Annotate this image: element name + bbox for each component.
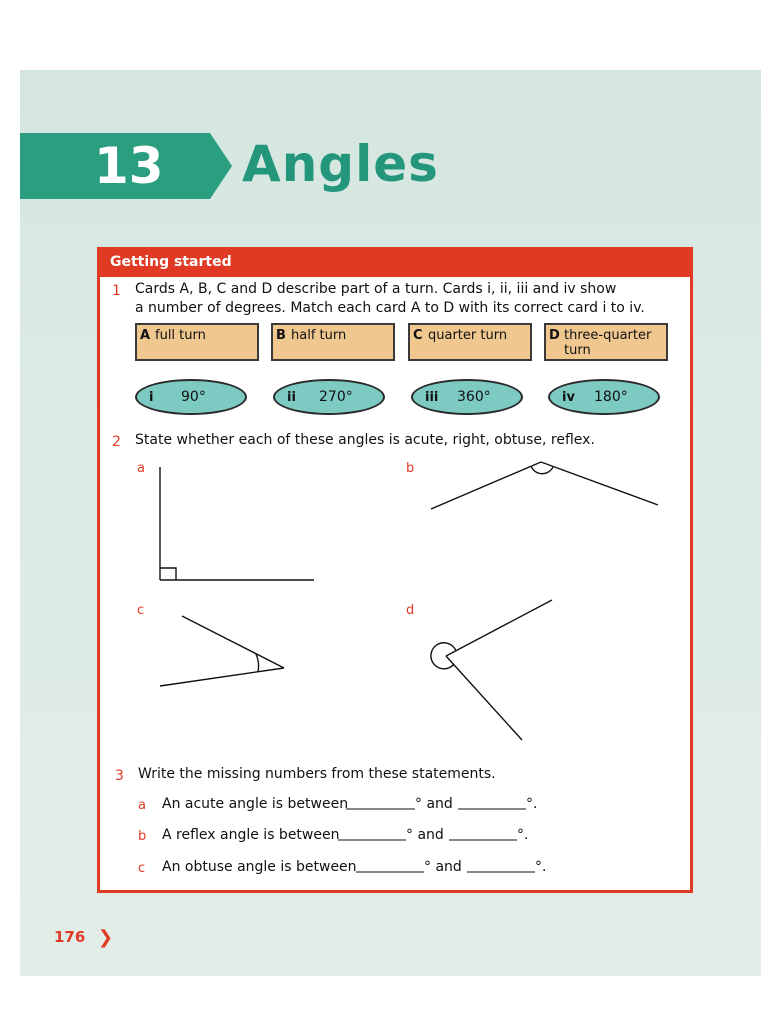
angle-label-b: b [406,461,415,476]
getting-started-header [100,250,690,277]
question-3-number: 3 [115,768,124,784]
statement-b-mid: ° and [406,827,444,843]
page-number: 176 [54,928,86,946]
card-d [544,323,668,361]
degree-card-ii [273,379,385,415]
degree-card-i [135,379,247,415]
degree-card-value: 360° [457,389,491,405]
card-text: three-quarter turn [564,328,652,358]
question-1-line-2: a number of degrees. Match each card A to D with its correct card i to iv. [135,300,645,316]
angle-label-c: c [137,603,145,618]
degree-card-value: 90° [181,389,206,405]
card-b [271,323,395,361]
angle-label-d: d [406,603,415,618]
degree-card-roman: i [149,390,154,405]
card-letter: A [140,328,151,343]
card-letter: B [276,328,286,343]
degree-card-roman: iii [425,390,439,405]
chapter-number: 13 [94,137,164,195]
question-3-text: Write the missing numbers from these statements. [138,766,496,782]
question-2-text: State whether each of these angles is acute, right, obtuse, reflex. [135,432,595,448]
card-text: quarter turn [428,328,508,343]
card-letter: C [413,328,423,343]
statement-label-b: b [138,829,147,844]
degree-card-roman: ii [287,390,296,405]
card-letter: D [549,328,560,343]
question-2-number: 2 [112,434,121,450]
statement-c-end: °. [535,859,547,875]
statement-b-end: °. [517,827,529,843]
statement-c-mid: ° and [424,859,462,875]
statement-label-c: c [138,861,146,876]
degree-card-roman: iv [562,390,575,405]
statement-a-text: An acute angle is between [162,796,349,812]
chapter-title: Angles [242,135,439,193]
card-text: half turn [291,328,347,343]
degree-card-value: 180° [594,389,628,405]
question-1-number: 1 [112,283,121,299]
degree-card-value: 270° [319,389,353,405]
card-a [135,323,259,361]
degree-card-iii [411,379,523,415]
chapter-banner-arrow [210,133,232,199]
card-c [408,323,532,361]
statement-label-a: a [138,798,146,813]
angle-label-a: a [137,461,145,476]
statement-a-mid: ° and [415,796,453,812]
statement-c-text: An obtuse angle is between [162,859,357,875]
question-1-line-1: Cards A, B, C and D describe part of a turn. Cards i, ii, iii and iv show [135,281,617,297]
card-text: full turn [155,328,206,343]
degree-card-iv [548,379,660,415]
getting-started-label: Getting started [110,254,232,270]
statement-b-text: A reflex angle is between [162,827,340,843]
statement-a-end: °. [526,796,538,812]
textbook-page [20,70,761,976]
chevron-right-icon: ❯ [98,927,114,948]
